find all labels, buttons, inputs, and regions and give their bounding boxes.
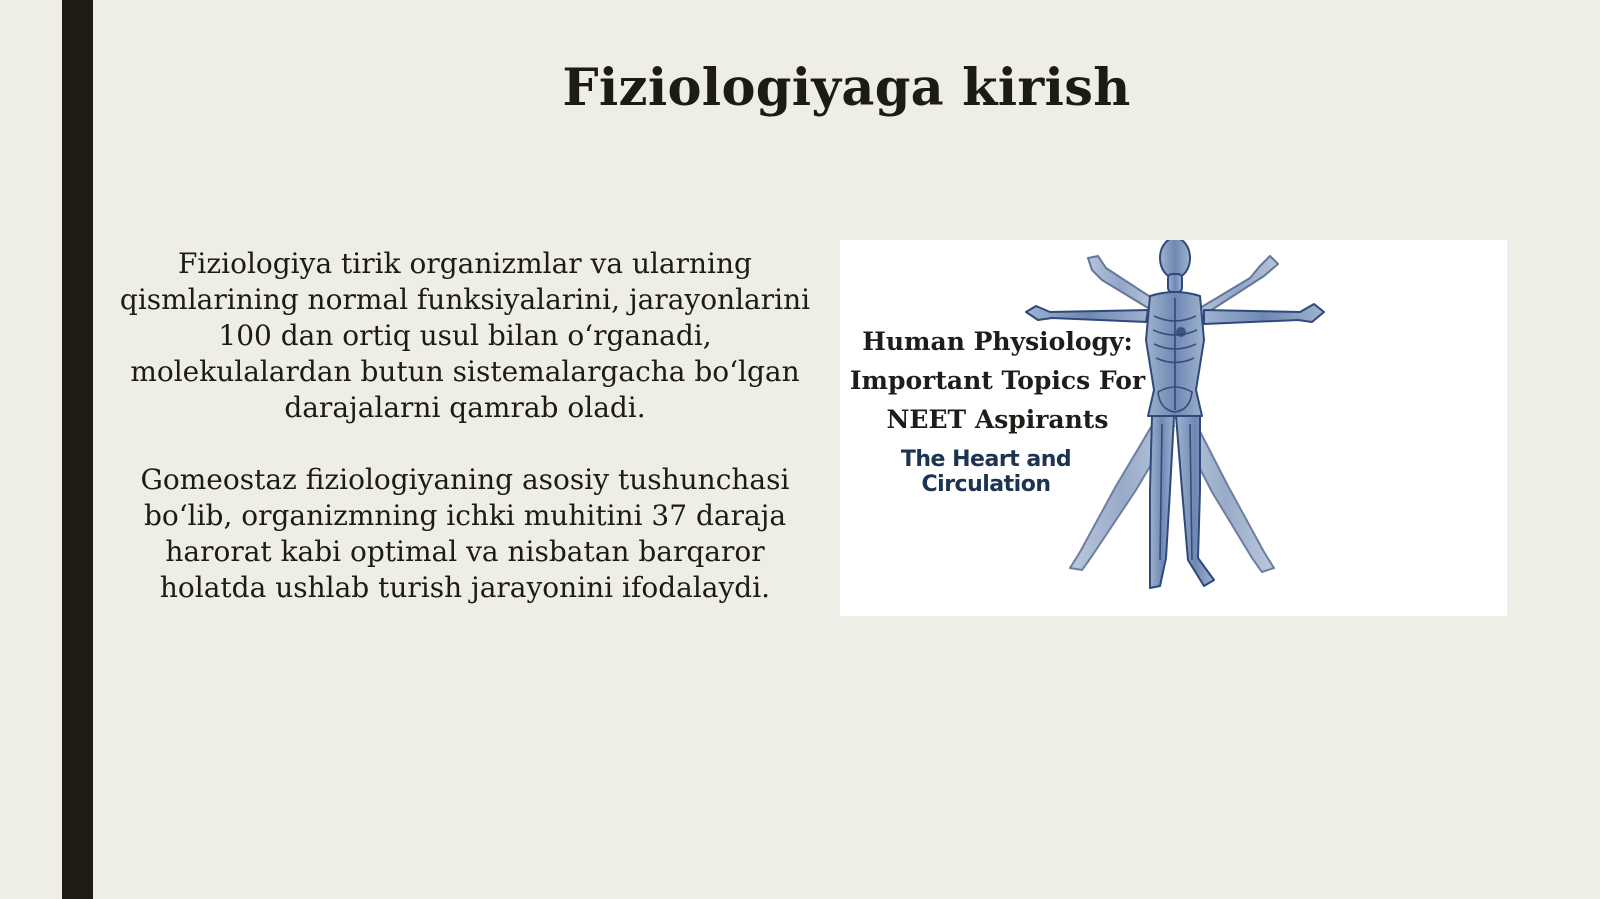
slide-title: Fiziologiyaga kirish <box>562 58 1131 118</box>
image-heading-line: Human Physiology: <box>862 327 1133 356</box>
accent-bar <box>62 0 93 899</box>
image-heading-line: NEET Aspirants <box>886 405 1109 434</box>
body-text <box>112 246 818 642</box>
image-heading <box>840 322 1155 439</box>
image-heading-line: Important Topics For <box>849 366 1146 395</box>
paragraph-physiology: Fiziologiya tirik organizmlar va ularning qismlarining normal funksiyalarini, jarayonlarini 100 dan ortiq usul bilan oʻrganadi, molekulalardan butun sistemalargacha boʻlgan darajalarni qamrab oladi. <box>119 247 811 424</box>
image-subheading: The Heart and Circulation <box>900 447 1072 497</box>
physiology-image <box>840 240 1507 616</box>
heart-icon <box>1176 327 1186 337</box>
paragraph-homeostasis: Gomeostaz fiziologiyaning asosiy tushunchasi boʻlib, organizmning ichki muhitini 37 daraja harorat kabi optimal va nisbatan barqaror holatda ushlab turish jarayonini ifodalaydi. <box>140 463 790 604</box>
